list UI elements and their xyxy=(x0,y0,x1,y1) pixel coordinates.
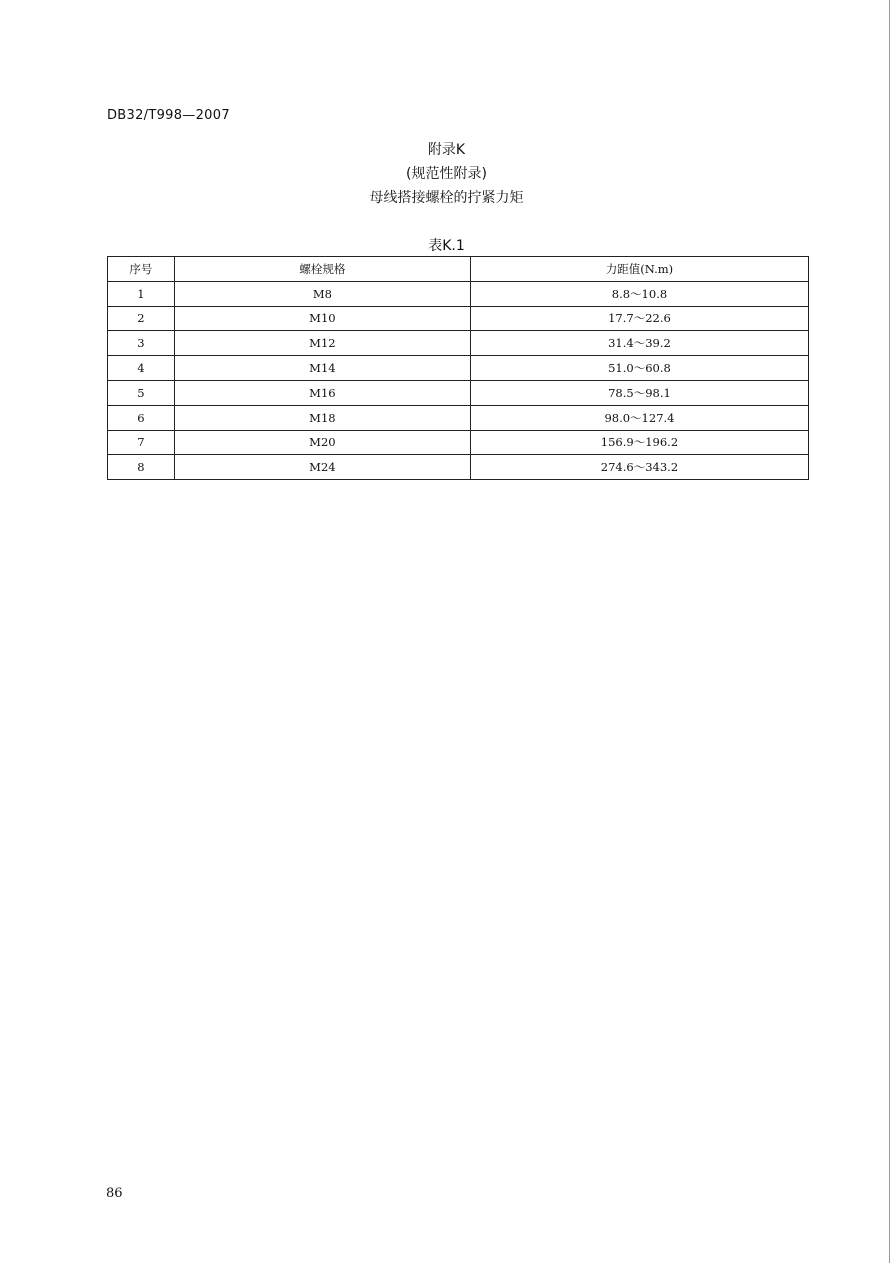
row-number: 8 xyxy=(108,455,175,480)
table-row xyxy=(108,331,809,356)
torque-range: 17.7～22.6 xyxy=(470,306,808,331)
standard-code: DB32/T998—2007 xyxy=(107,108,230,123)
torque-range: 31.4～39.2 xyxy=(470,331,808,356)
row-number: 3 xyxy=(108,331,175,356)
bolt-spec: M8 xyxy=(174,281,470,306)
bolt-spec: M20 xyxy=(174,430,470,455)
torque-range: 274.6～343.2 xyxy=(470,455,808,480)
bolt-spec: M24 xyxy=(174,455,470,480)
column-header-torque: 力距值(N.m) xyxy=(470,257,808,282)
page-number: 86 xyxy=(106,1186,123,1201)
appendix-label: 附录K xyxy=(427,142,466,158)
bolt-spec: M14 xyxy=(174,356,470,381)
torque-range: 156.9～196.2 xyxy=(470,430,808,455)
table-caption: 表K.1 xyxy=(428,238,465,254)
torque-table xyxy=(107,256,809,480)
appendix-title: 母线搭接螺栓的拧紧力矩 xyxy=(369,190,524,206)
row-number: 7 xyxy=(108,430,175,455)
torque-range: 51.0～60.8 xyxy=(470,356,808,381)
table-row xyxy=(108,356,809,381)
table-row xyxy=(108,455,809,480)
row-number: 1 xyxy=(108,281,175,306)
bolt-spec: M10 xyxy=(174,306,470,331)
table-row xyxy=(108,405,809,430)
table-row xyxy=(108,306,809,331)
table-row xyxy=(108,281,809,306)
row-number: 6 xyxy=(108,405,175,430)
bolt-spec: M18 xyxy=(174,405,470,430)
table-row xyxy=(108,430,809,455)
bolt-spec: M16 xyxy=(174,380,470,405)
torque-range: 8.8～10.8 xyxy=(470,281,808,306)
table-header-row xyxy=(108,257,809,282)
row-number: 5 xyxy=(108,380,175,405)
row-number: 2 xyxy=(108,306,175,331)
column-header-number: 序号 xyxy=(108,257,175,282)
table-row xyxy=(108,380,809,405)
appendix-type: (规范性附录) xyxy=(406,166,487,182)
torque-range: 98.0～127.4 xyxy=(470,405,808,430)
row-number: 4 xyxy=(108,356,175,381)
torque-range: 78.5～98.1 xyxy=(470,380,808,405)
column-header-bolt-spec: 螺栓规格 xyxy=(174,257,470,282)
bolt-spec: M12 xyxy=(174,331,470,356)
